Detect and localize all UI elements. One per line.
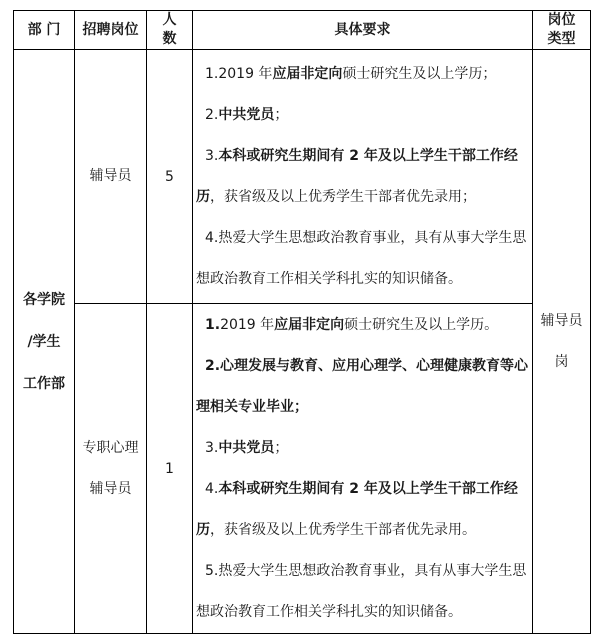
requirement-text: 4. xyxy=(205,480,219,497)
requirement-item xyxy=(196,346,529,428)
requirement-text: 硕士研究生及以上学历； xyxy=(342,65,497,82)
table-header-row xyxy=(14,11,591,50)
requirement-item xyxy=(196,305,529,346)
header-position-type xyxy=(533,11,591,50)
text-line: 类型 xyxy=(547,31,576,47)
cell-requirements-psych-counselor xyxy=(193,304,533,634)
requirement-text-bold: 本科或研究生期间有 2 年及以上学生干部工作经历 xyxy=(196,480,518,538)
requirement-text: ； xyxy=(274,106,289,123)
requirement-text: 3. xyxy=(205,439,219,456)
requirement-text-bold: 应届非定向 xyxy=(274,316,345,333)
text-line: 岗位 xyxy=(547,12,576,28)
text-line: 工作部 xyxy=(23,375,65,392)
requirement-item xyxy=(196,218,529,300)
table-row-psych-counselor xyxy=(14,304,591,634)
text-line: 辅导员 xyxy=(89,168,132,184)
requirement-item xyxy=(196,551,529,633)
requirement-text: 2019 年 xyxy=(220,316,275,333)
cell-count-counselor: 5 xyxy=(147,50,193,304)
cell-position-counselor xyxy=(75,50,147,304)
header-department: 部 门 xyxy=(14,11,75,50)
requirement-text: 4.热爱大学生思想政治教育事业，具有从事大学生思想政治教育工作相关学科扎实的知识储备。 xyxy=(196,229,527,287)
requirement-text-bold: 本科或研究生期间有 2 年及以上学生干部工作经历 xyxy=(196,147,518,205)
header-count xyxy=(147,11,193,50)
text-line: 专职心理 xyxy=(82,439,139,456)
text-line: 数 xyxy=(162,31,177,47)
cell-count-psych-counselor: 1 xyxy=(147,304,193,634)
requirement-text: ； xyxy=(274,439,289,456)
requirement-text: 1.2019 年 xyxy=(205,65,273,82)
text-line: 辅导员 xyxy=(89,480,132,497)
header-requirements: 具体要求 xyxy=(193,11,533,50)
cell-department xyxy=(14,50,75,634)
text-line: 辅导员 xyxy=(540,312,583,329)
text-line: /学生 xyxy=(27,333,61,350)
text-line: 各学院 xyxy=(23,291,65,308)
recruitment-table xyxy=(13,10,591,634)
requirement-text-bold: 中共党员 xyxy=(218,439,275,456)
table-row-counselor xyxy=(14,50,591,304)
cell-position-psych-counselor xyxy=(75,304,147,634)
requirement-text: ，获省级及以上优秀学生干部者优先录用； xyxy=(210,188,476,205)
requirement-item xyxy=(196,54,529,95)
requirement-text: 3. xyxy=(205,147,219,164)
requirement-text: 硕士研究生及以上学历。 xyxy=(344,316,499,333)
requirement-item xyxy=(196,136,529,218)
requirement-text: 5.热爱大学生思想政治教育事业，具有从事大学生思想政治教育工作相关学科扎实的知识储备。 xyxy=(196,562,527,620)
requirement-text: ，获省级及以上优秀学生干部者优先录用。 xyxy=(210,521,476,538)
requirement-text-bold: 2.心理发展与教育、应用心理学、心理健康教育等心理相关专业毕业； xyxy=(196,357,529,415)
header-position: 招聘岗位 xyxy=(75,11,147,50)
text-line: 岗 xyxy=(554,353,569,370)
requirement-item xyxy=(196,95,529,136)
cell-position-type xyxy=(533,50,591,634)
requirement-text-bold: 中共党员 xyxy=(218,106,275,123)
text-line: 人 xyxy=(162,12,177,28)
requirement-text: 2. xyxy=(205,106,219,123)
cell-requirements-counselor xyxy=(193,50,533,304)
requirement-text-bold: 应届非定向 xyxy=(272,65,343,82)
requirement-text-bold: 1. xyxy=(205,316,221,333)
requirement-item xyxy=(196,469,529,551)
requirement-item xyxy=(196,428,529,469)
